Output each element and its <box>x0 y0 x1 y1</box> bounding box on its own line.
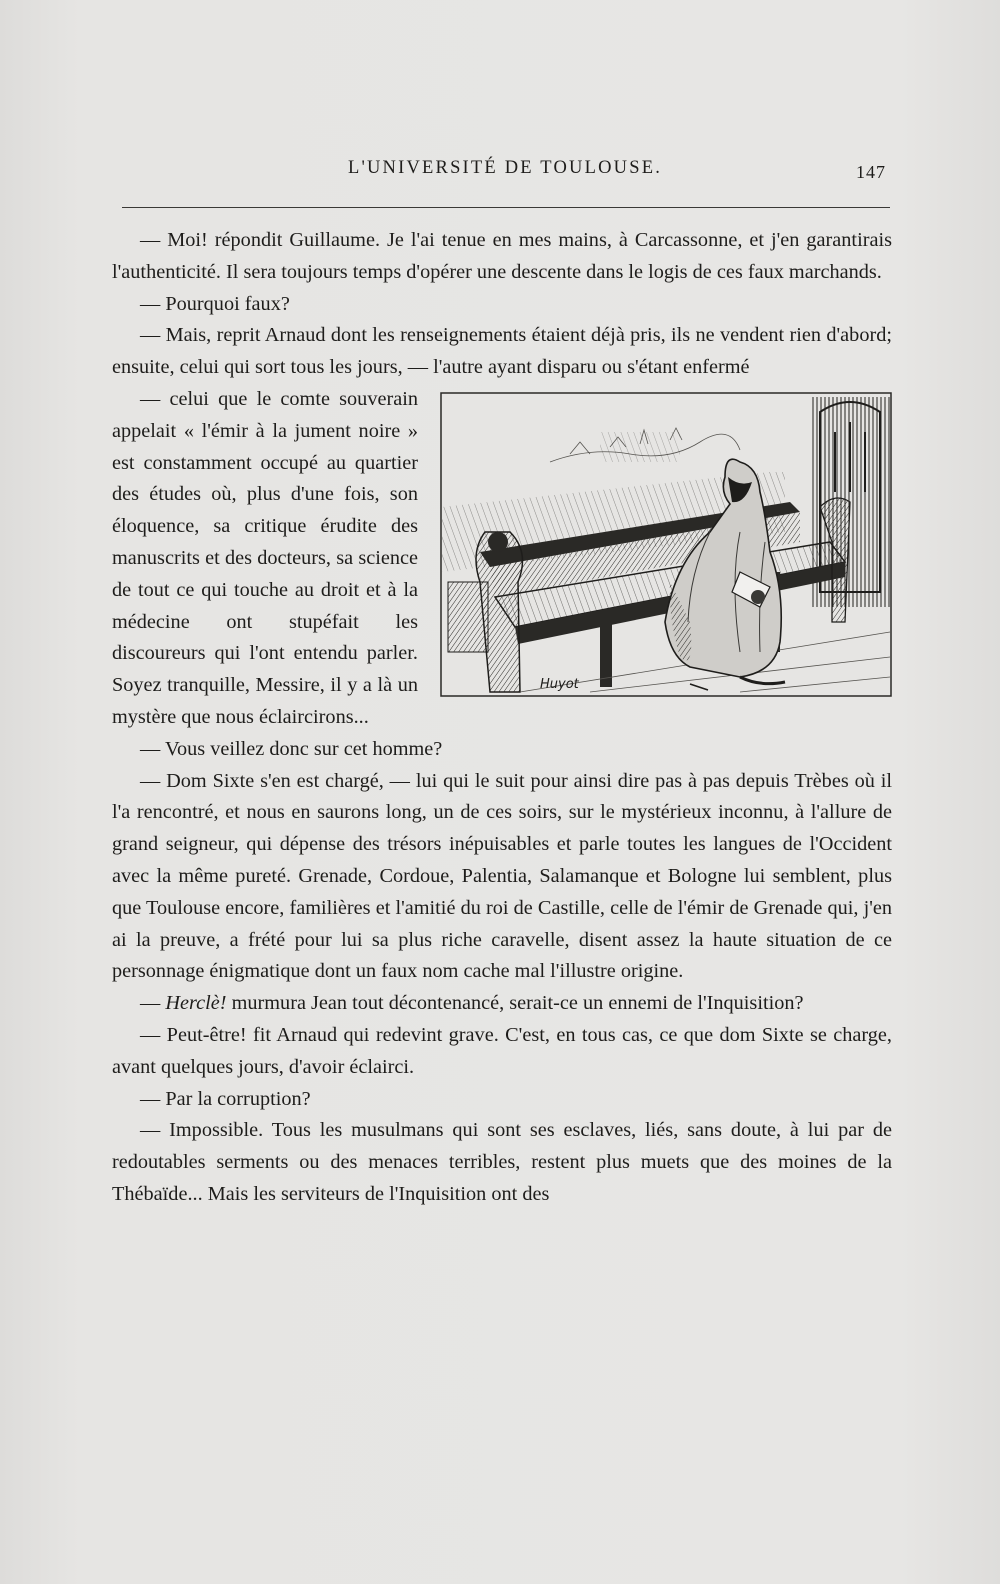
paragraph-rest: murmura Jean tout décontenancé, serait-ce un ennemi de l'Inquisition? <box>226 992 804 1015</box>
paragraph: — celui que le comte souverain appelait « l'émir à la jument noire » est constamment occupé au quartier des études où, plus d'une fois, son éloquence, sa critique érudite des manuscrits et des docteurs, sa science de tout ce qui touche au droit et à la médecine ont stupéfait les discoureurs qui l'ont entendu parler. Soyez tranquille, Messire, il y a là un mystère que nous éclaircirons... <box>112 387 418 728</box>
paragraph: — Moi! répondit Guillaume. Je l'ai tenue en mes mains, à Carcassonne, et j'en garantirais l'authenticité. Il sera toujours temps d'opérer une descente dans le logis de ces faux marchands. <box>112 229 892 283</box>
paragraph: — Peut-être! fit Arnaud qui redevint grave. C'est, en tous cas, ce que dom Sixte se charge, avant quelques jours, d'avoir éclairci. <box>112 1023 892 1078</box>
paragraph: — Pourquoi faux? <box>140 292 290 315</box>
body-text <box>112 225 892 1211</box>
dash: — <box>140 992 166 1015</box>
paragraph-herclé <box>112 988 892 1020</box>
engraver-signature: Huyot <box>540 676 579 692</box>
paragraph: — Impossible. Tous les musulmans qui sont ses esclaves, liés, sans doute, à lui par de redoutables serments ou des menaces terribles, restent plus muets que des moines de la Thébaïde... Mais les serviteurs de l'Inquisition ont des <box>112 1119 892 1205</box>
engraving-illustration <box>440 392 892 702</box>
paragraph: — Mais, reprit Arnaud dont les renseignements étaient déjà pris, ils ne vendent rien d'abord; ensuite, celui qui sort tous les jours, — l'autre ayant disparu ou s'étant enfermé <box>112 324 892 379</box>
paragraph: — Dom Sixte s'en est chargé, — lui qui le suit pour ainsi dire pas à pas depuis Trèbes où il l'a rencontré, et nous en saurons long, un de ces soirs, sur le mystérieux inconnu, à l'allure de grand seigneur, qui dépense des trésors inépuisables et parle toutes les langues de l'Occident avec la même pureté. Grenade, Cordoue, Palentia, Salamanque et Bologne lui semblent, plus que Toulouse encore, familières et l'amitié du roi de Castille, celle de l'émir de Grenade qui, j'en ai la preuve, a frété pour lui sa plus riche caravelle, disent assez la haute situation de ce personnage énigmatique dont un faux nom cache mal l'illustre origine. <box>112 769 892 983</box>
italic-exclamation: Herclè! <box>165 992 227 1015</box>
paragraph: — Par la corruption? <box>140 1087 311 1110</box>
monk-on-bench-engraving <box>440 392 892 702</box>
page-number: 147 <box>856 162 886 182</box>
running-title: L'UNIVERSITÉ DE TOULOUSE. <box>347 158 663 178</box>
paragraph: — Vous veillez donc sur cet homme? <box>140 737 443 760</box>
header-rule <box>122 207 890 208</box>
running-head <box>120 158 890 188</box>
